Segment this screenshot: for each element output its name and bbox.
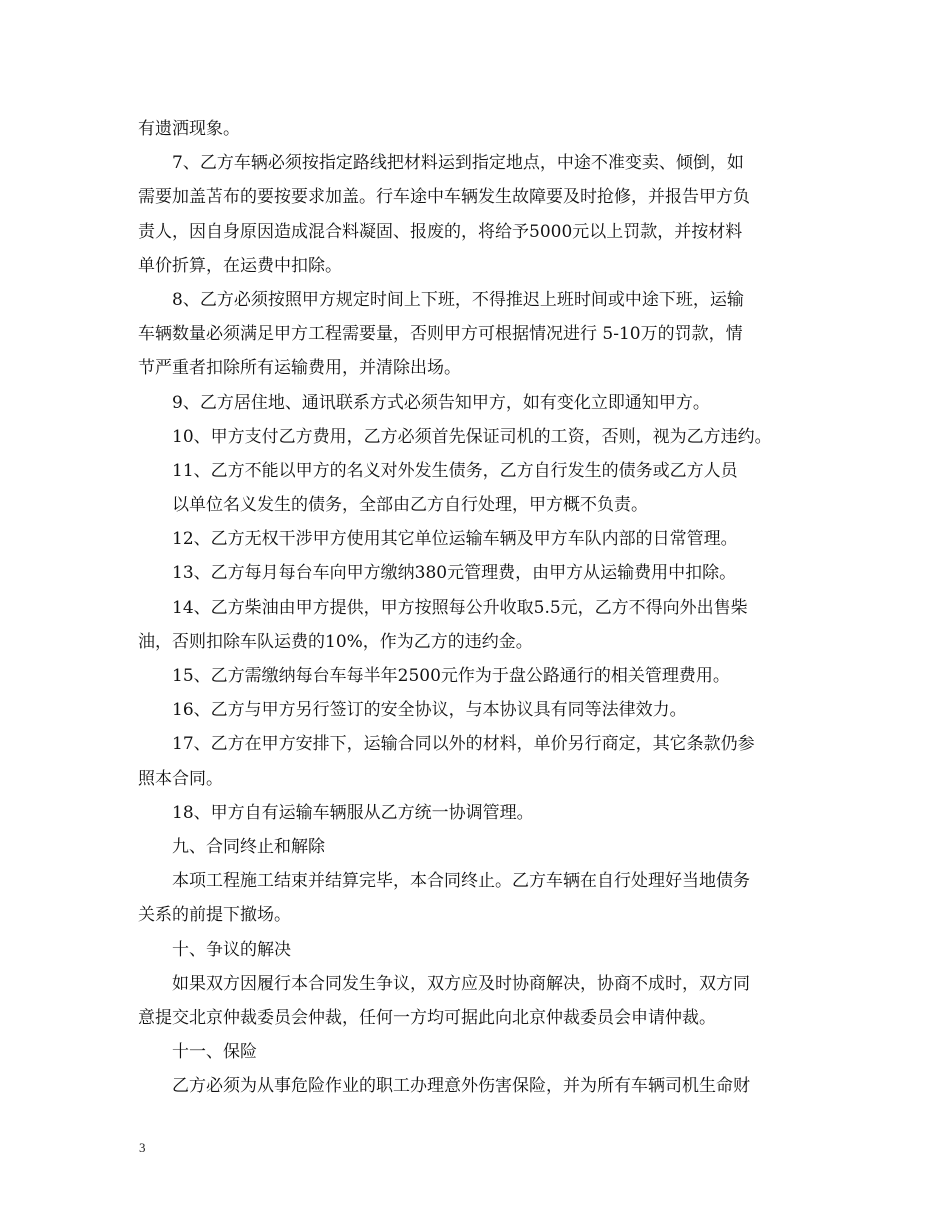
document-body (138, 112, 818, 1103)
text-line: 责人，因自身原因造成混合料凝固、报废的，将给予5000元以上罚款，并按材料 (138, 221, 743, 242)
text-line: 15、乙方需缴纳每台车每半年2500元作为于盘公路通行的相关管理费用。 (172, 666, 730, 686)
text-line: 13、乙方每月每台车向甲方缴纳380元管理费，由甲方从运输费用中扣除。 (172, 563, 737, 584)
text-line: 意提交北京仲裁委员会仲裁，任何一方均可据此向北京仲裁委员会申请仲裁。 (138, 1007, 716, 1028)
text-line: 12、乙方无权干涉甲方使用其它单位运输车辆及甲方车队内部的日常管理。 (172, 529, 738, 550)
text-line: 以单位名义发生的债务，全部由乙方自行处理，甲方概不负责。 (172, 495, 648, 516)
text-line: 车辆数量必须满足甲方工程需要量，否则甲方可根据情况进行 5-10万的罚款，情 (138, 324, 743, 345)
text-line: 十一、保险 (172, 1042, 257, 1063)
text-line: 乙方必须为从事危险作业的职工办理意外伤害保险，并为所有车辆司机生命财 (172, 1076, 750, 1097)
text-line: 单价折算，在运费中扣除。 (138, 255, 342, 276)
text-line: 如果双方因履行本合同发生争议，双方应及时协商解决，协商不成时，双方同 (172, 973, 750, 994)
text-line: 16、乙方与甲方另行签订的安全协议，与本协议具有同等法律效力。 (172, 700, 687, 721)
text-line: 17、乙方在甲方安排下，运输合同以外的材料，单价另行商定，其它条款仍参 (172, 734, 755, 755)
text-line: 节严重者扣除所有运输费用，并清除出场。 (138, 358, 461, 379)
text-line: 照本合同。 (138, 768, 223, 789)
text-line: 18、甲方自有运输车辆服从乙方统一协调管理。 (172, 802, 534, 823)
text-line: 9、乙方居住地、通讯联系方式必须告知甲方，如有变化立即通知甲方。 (172, 392, 710, 413)
text-line: 14、乙方柴油由甲方提供，甲方按照每公升收取5.5元，乙方不得向外出售柴 (172, 597, 748, 618)
text-line: 11、乙方不能以甲方的名义对外发生债务，乙方自行发生的债务或乙方人员 (172, 460, 738, 481)
text-line: 10、甲方支付乙方费用，乙方必须首先保证司机的工资，否则，视为乙方违约。 (172, 426, 772, 447)
text-line: 油，否则扣除车队运费的10%，作为乙方的违约金。 (138, 631, 533, 652)
page-number: 3 (139, 1140, 146, 1155)
text-line: 关系的前提下撤场。 (138, 905, 291, 926)
text-line: 本项工程施工结束并结算完毕，本合同终止。乙方车辆在自行处理好当地债务 (172, 871, 750, 892)
text-line: 九、合同终止和解除 (172, 836, 325, 857)
text-line: 需要加盖苫布的要按要求加盖。行车途中车辆发生故障要及时抢修，并报告甲方负 (138, 187, 750, 208)
text-line: 8、乙方必须按照甲方规定时间上下班，不得推迟上班时间或中途下班，运输 (172, 289, 744, 310)
text-line: 十、争议的解决 (172, 939, 291, 960)
text-line: 有遗洒现象。 (138, 119, 240, 139)
text-line: 7、乙方车辆必须按指定路线把材料运到指定地点，中途不准变卖、倾倒，如 (172, 153, 744, 174)
